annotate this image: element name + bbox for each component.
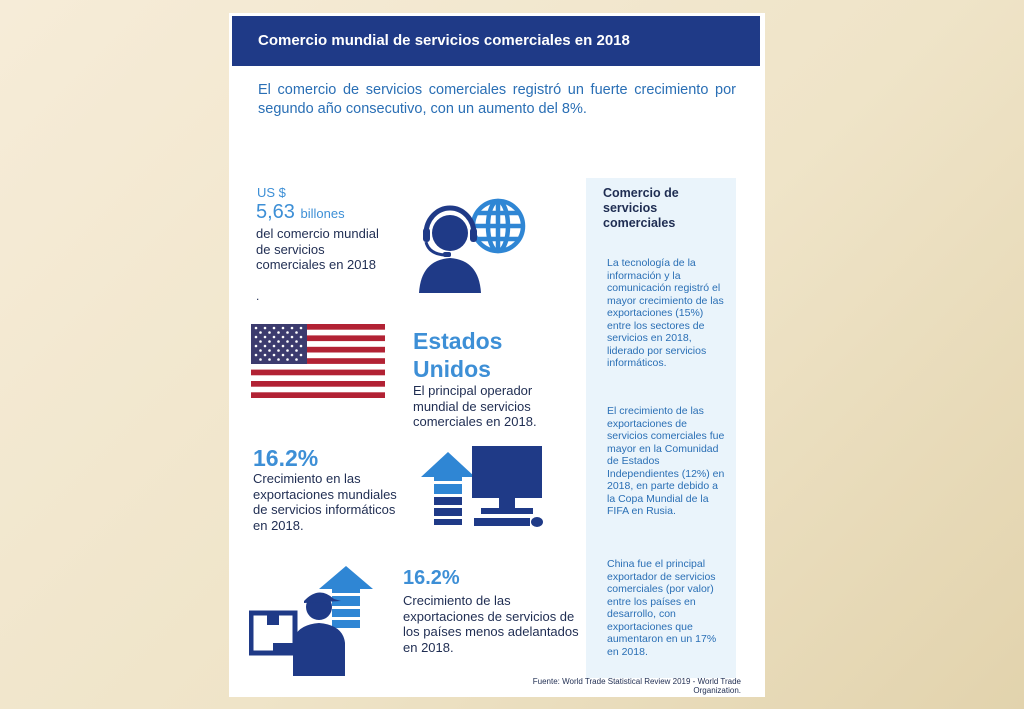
headset-globe-icon [417,196,537,301]
currency-label: US $ [257,185,286,200]
side-panel-paragraph: La tecnología de la información y la comunicación registró el mayor crecimiento de las exportaciones (15%) entre los sectores de servicios en 2018, liderado por servicios informáticos. [607,257,724,369]
banner-title: Comercio mundial de servicios comerciales en 2018 [232,16,760,66]
it-growth-description: Crecimiento en las exportaciones mundiales de servicios informáticos en 2018. [253,471,397,533]
worker-box-icon [249,563,389,688]
leader-description: El principal operador mundial de servicios comerciales en 2018. [413,383,537,429]
amount-description: del comercio mundial de servicios comerciales en 2018 [256,226,379,272]
it-growth-percent: 16.2% [253,445,319,471]
amount-unit: billones [300,206,345,221]
us-flag-icon [251,324,385,403]
side-panel-paragraph: El crecimiento de las exportaciones de servicios comerciales fue mayor en la Comunidad de Estados Independientes (12%) en 2018, en parte debido a la Copa Mundial de la FIFA en Rusia. [607,405,725,517]
computer-upload-icon [419,443,549,533]
amount-value [256,201,345,224]
side-panel-paragraph: China fue el principal exportador de servicios comerciales (por valor) entre los países en desarrollo, con exportaciones que aumentaron en un 17% en 2018. [607,558,717,658]
amount-number: 5,63 [256,201,295,223]
side-panel-title: Comercio de servicios comerciales [603,186,679,230]
leader-country-title [413,327,523,383]
amount-trailing-dot: . [256,289,260,303]
leader-country-name: Estados Unidos [413,328,503,382]
source-note: Fuente: World Trade Statistical Review 2019 - World Trade Organization. [532,677,741,695]
ldc-growth-percent: 16.2% [403,567,460,589]
ldc-growth-description: Crecimiento de las exportaciones de servicios de los países menos adelantados en 2018. [403,593,579,655]
side-panel [586,178,736,678]
intro-text: El comercio de servicios comerciales registró un fuerte crecimiento por segundo año consecutivo, con un aumento del 8%. [258,82,736,117]
infographic-card [229,13,765,697]
